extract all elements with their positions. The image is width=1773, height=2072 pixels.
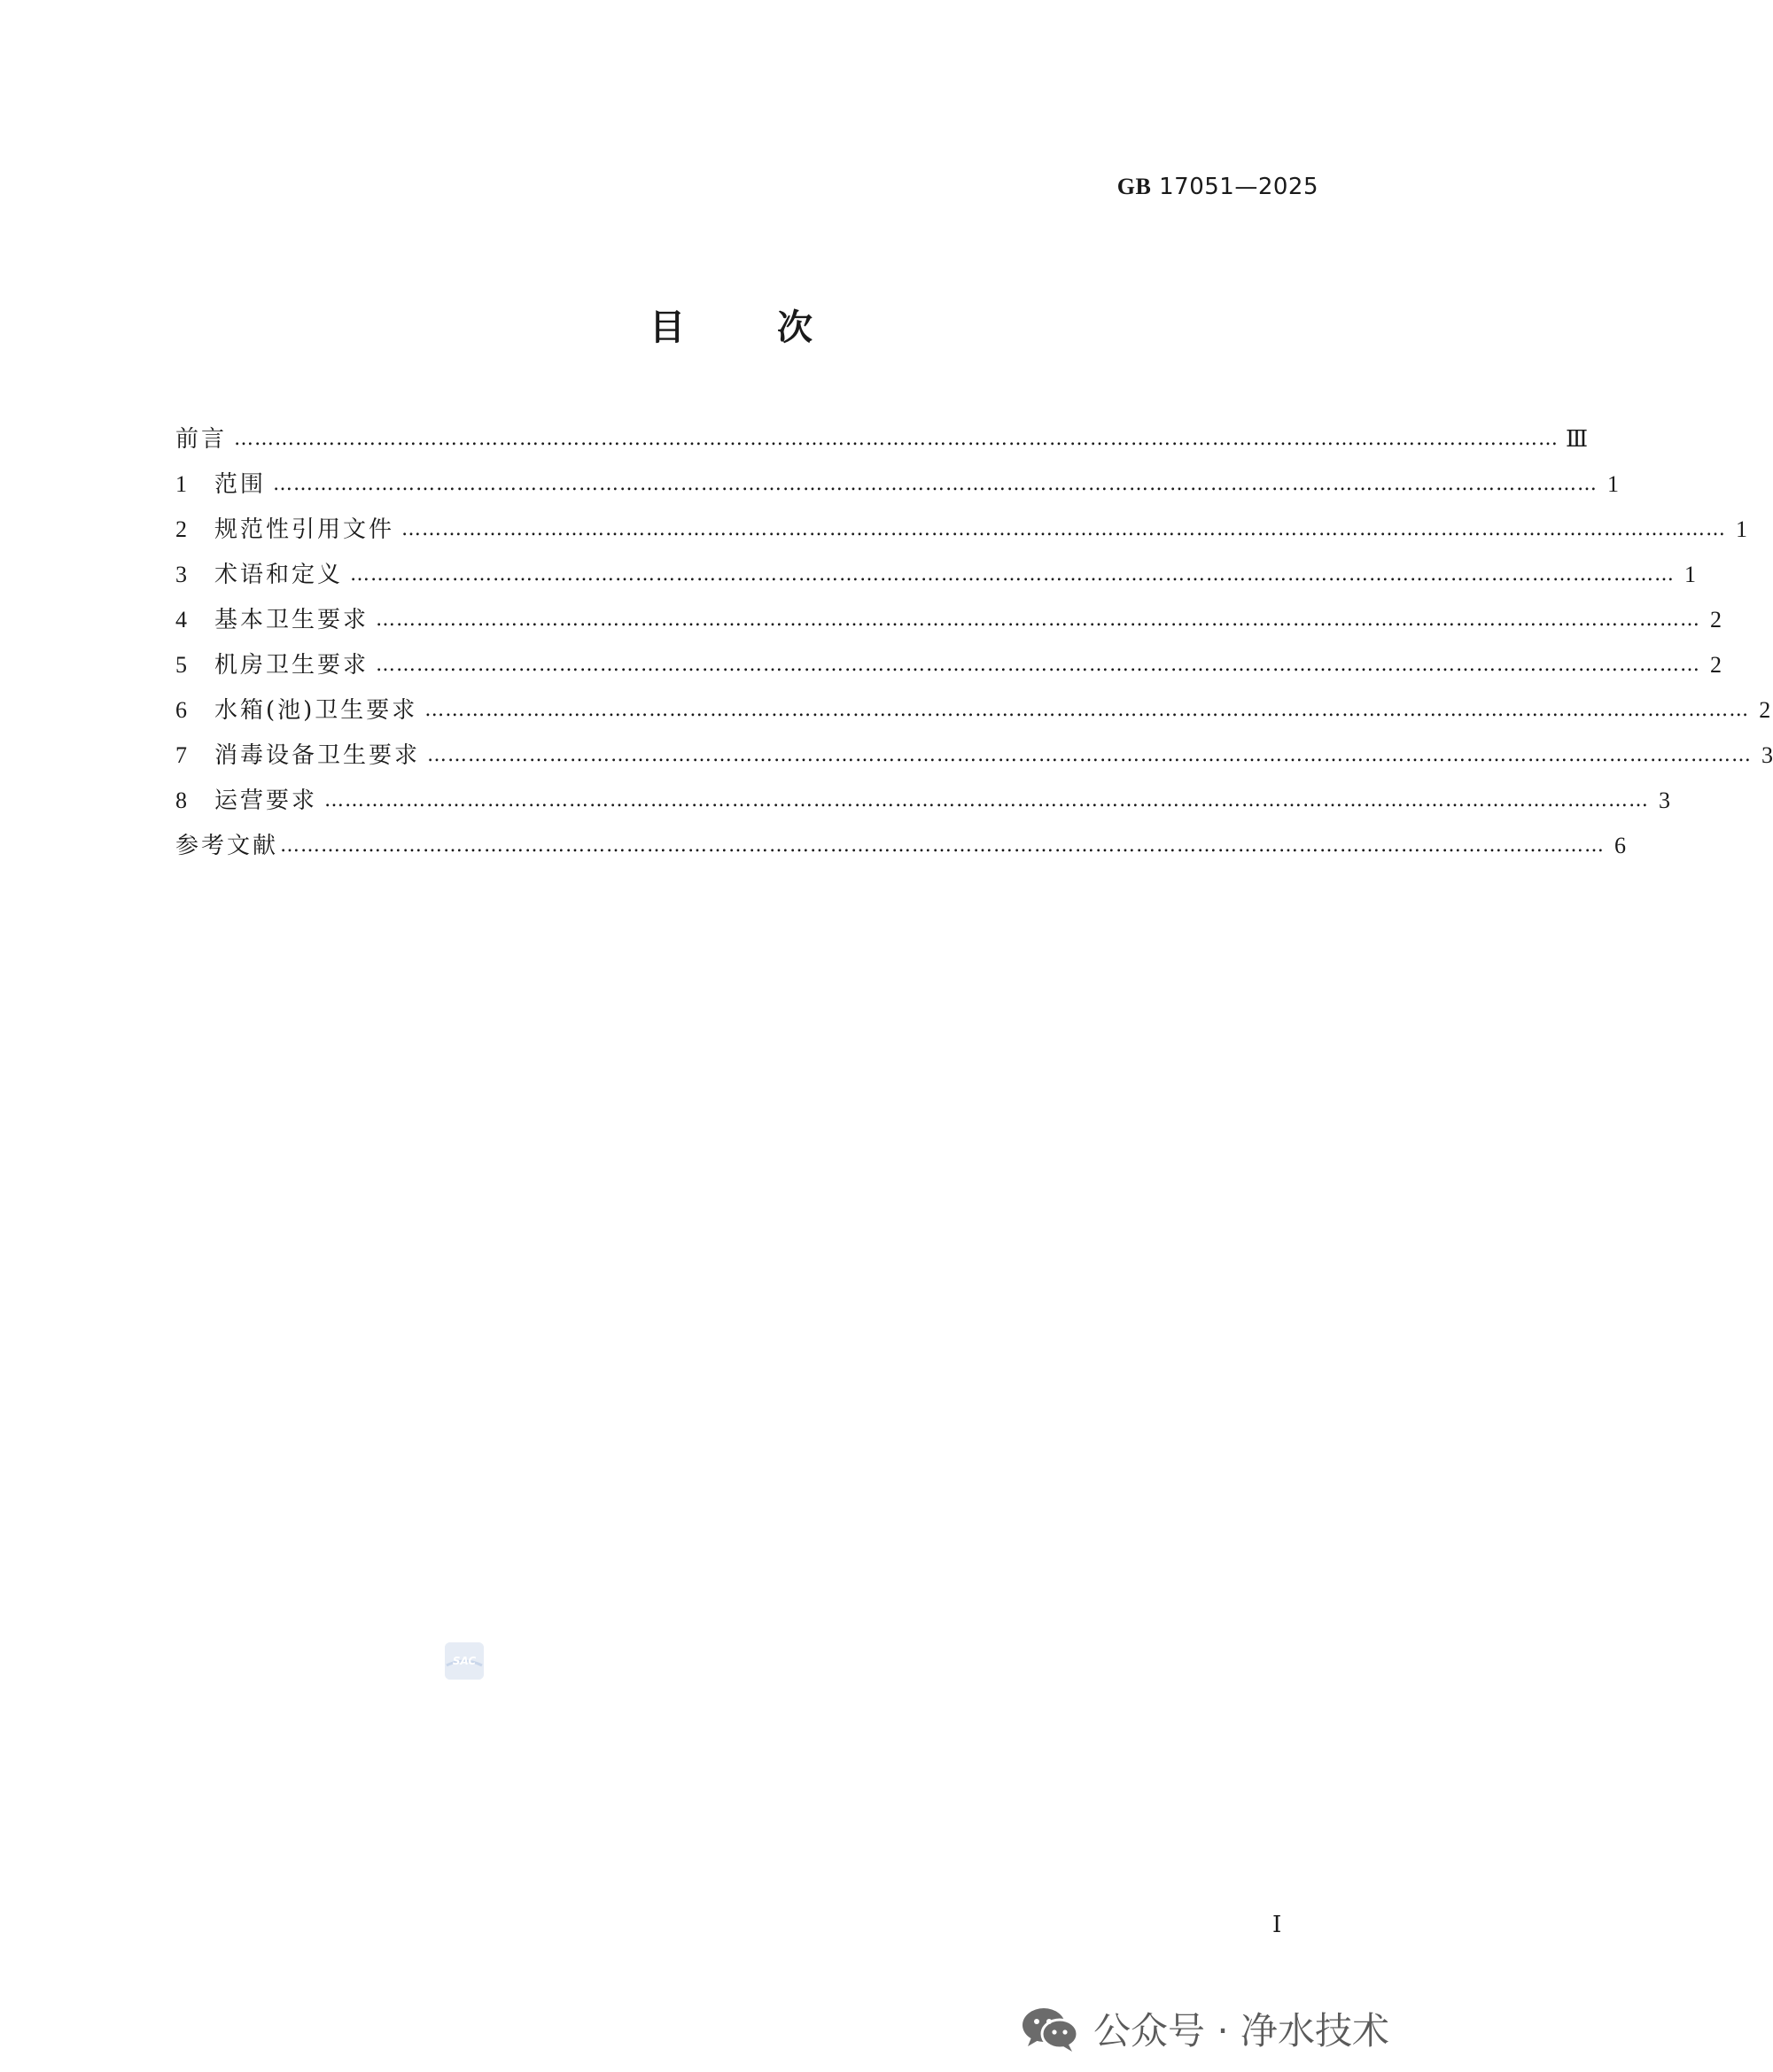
toc-entry-page: 1	[1736, 516, 1748, 542]
sac-logo	[445, 1642, 484, 1680]
toc-entry-number: 8	[175, 788, 187, 813]
toc-entry[interactable]	[175, 597, 1722, 642]
toc-entry-number: 6	[175, 697, 187, 723]
toc-leader-dots: ……………………………………………………………………………………………………………………………………………………………………………	[273, 473, 1598, 495]
toc-entry-page: 3	[1761, 742, 1773, 768]
toc-entry-page: 2	[1710, 607, 1722, 632]
sac-logo-icon	[445, 1642, 484, 1680]
toc-entry[interactable]	[175, 687, 1771, 733]
watermark	[1019, 2002, 1389, 2055]
toc-leader-dots: ……………………………………………………………………………………………………………………………………………………………………………	[376, 609, 1701, 631]
toc-entry[interactable]	[175, 733, 1773, 778]
toc-entry-page: Ⅲ	[1566, 426, 1589, 452]
toc-entry-number: 1	[175, 471, 187, 497]
toc-entry-page: 2	[1759, 697, 1771, 723]
page-title	[0, 299, 1466, 350]
toc-leader-dots: ……………………………………………………………………………………………………………………………………………………………………………	[376, 654, 1701, 676]
toc-entry-label: 运营要求	[214, 788, 318, 814]
page-number: Ⅰ	[1272, 1912, 1282, 1937]
toc-entry-number: 4	[175, 607, 187, 632]
sac-logo-text: SAC	[452, 1655, 477, 1667]
toc-entry-label: 机房卫生要求	[214, 652, 369, 679]
toc-entry-label: 术语和定义	[214, 562, 344, 588]
standard-code	[1117, 174, 1318, 200]
toc-entry[interactable]	[175, 552, 1697, 597]
title-char-2: 次	[777, 307, 816, 348]
toc-leader-dots: ……………………………………………………………………………………………………………………………………………………………………………	[324, 789, 1650, 811]
wechat-icon	[1019, 2004, 1081, 2053]
toc-leader-dots: ……………………………………………………………………………………………………………………………………………………………………………	[424, 699, 1750, 721]
toc-entry-number: 5	[175, 652, 187, 678]
toc-entry-references[interactable]	[175, 823, 1627, 868]
toc-leader-dots: ……………………………………………………………………………………………………………………………………………………………………………	[350, 563, 1676, 586]
toc-entry-page: 1	[1607, 471, 1620, 497]
standard-prefix: GB	[1116, 174, 1152, 199]
watermark-text: 公众号 · 净水技术	[1093, 2009, 1390, 2053]
toc-entry-page: 1	[1684, 562, 1697, 587]
table-of-contents	[175, 416, 1773, 868]
toc-entry-label: 前言	[175, 426, 228, 453]
toc-entry-page: 2	[1710, 652, 1722, 678]
toc-entry-label: 基本卫生要求	[214, 607, 369, 633]
toc-entry-number: 7	[175, 742, 187, 768]
toc-leader-dots: ……………………………………………………………………………………………………………………………………………………………………………	[280, 834, 1606, 857]
toc-entry-number: 2	[175, 516, 187, 542]
toc-leader-dots: ……………………………………………………………………………………………………………………………………………………………………………	[234, 428, 1559, 450]
toc-entry[interactable]	[175, 642, 1722, 687]
toc-entry-page: 6	[1614, 833, 1627, 858]
toc-entry-label: 水箱(池)卫生要求	[214, 697, 418, 724]
toc-entry-label: 范围	[214, 471, 267, 498]
toc-entry[interactable]	[175, 507, 1748, 552]
toc-entry[interactable]	[175, 462, 1620, 507]
toc-leader-dots: ……………………………………………………………………………………………………………………………………………………………………………	[427, 744, 1753, 766]
toc-entry-label: 参考文献	[175, 833, 279, 859]
toc-entry-number: 3	[175, 562, 187, 587]
toc-entry[interactable]	[175, 778, 1671, 823]
toc-leader-dots: ……………………………………………………………………………………………………………………………………………………………………………	[401, 518, 1727, 540]
toc-entry-page: 3	[1659, 788, 1671, 813]
toc-entry-label: 消毒设备卫生要求	[214, 742, 421, 769]
title-char-1: 目	[649, 307, 688, 348]
toc-entry-foreword[interactable]	[175, 416, 1589, 462]
toc-entry-label: 规范性引用文件	[214, 516, 395, 543]
standard-number: 17051—2025	[1159, 174, 1318, 200]
